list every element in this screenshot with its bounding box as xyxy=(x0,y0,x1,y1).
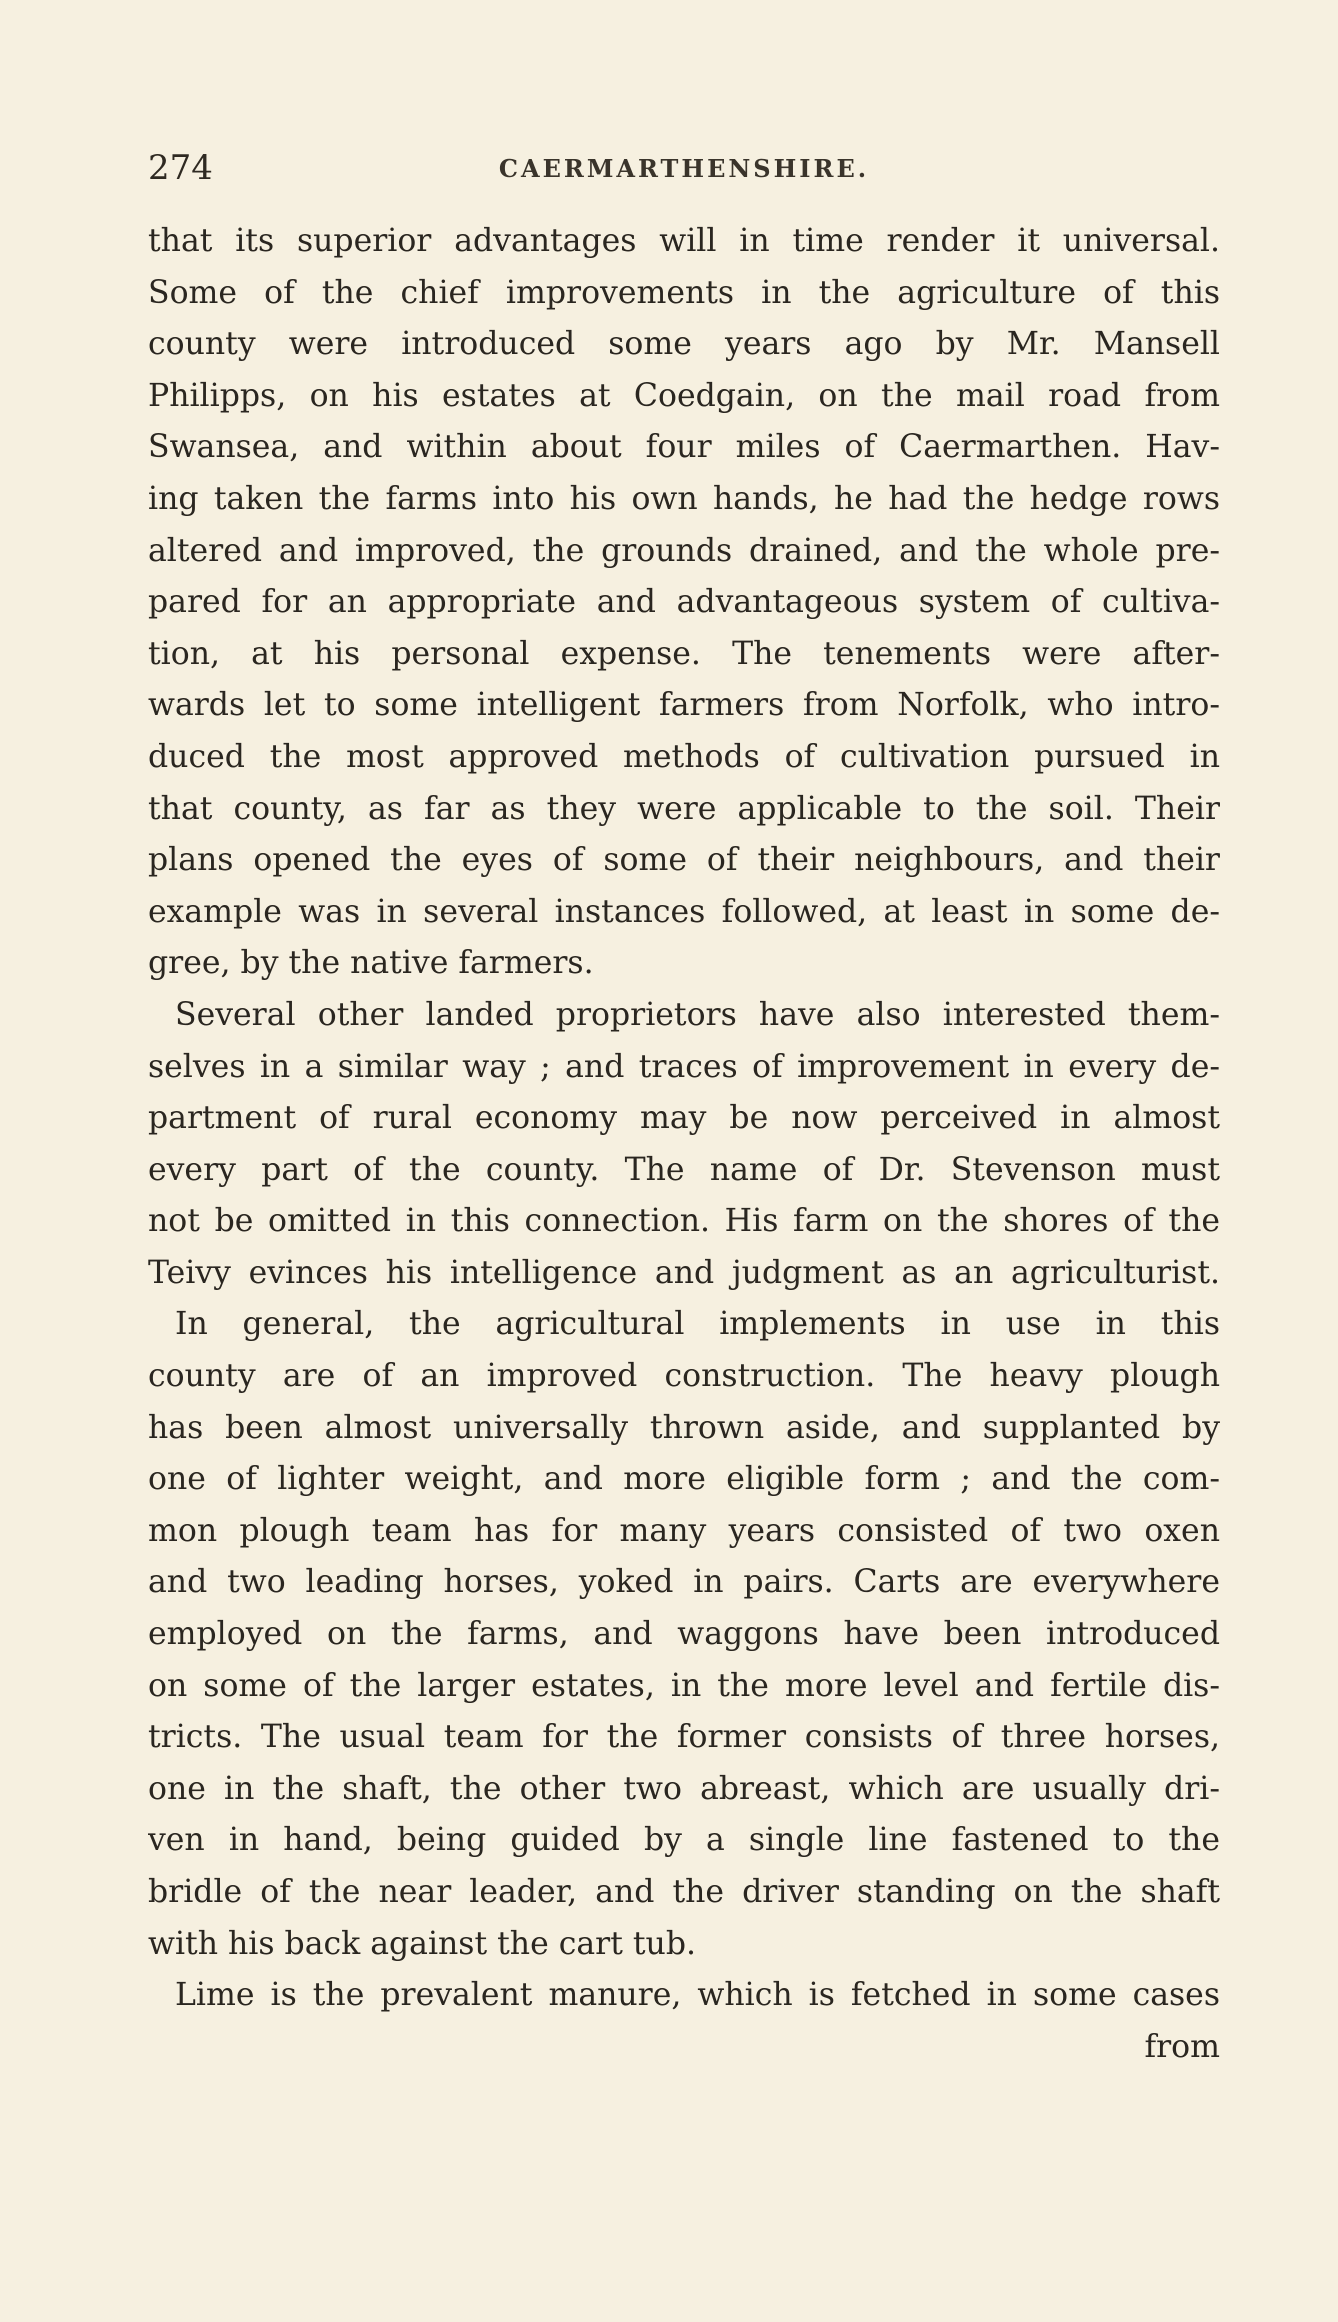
text-line: with his back against the cart tub. xyxy=(148,1925,697,1962)
text-line: wards let to some intelligent farmers from Norfolk, who intro- xyxy=(148,687,1220,724)
text-line: gree, by the native farmers. xyxy=(148,945,594,982)
text-line: example was in several instances followed, at least in some de- xyxy=(148,893,1220,930)
text-line: In general, the agricultural implements in use in this xyxy=(175,1306,1220,1343)
text-line: plans opened the eyes of some of their neighbours, and their xyxy=(148,842,1220,879)
text-line: on some of the larger estates, in the more level and fertile dis- xyxy=(148,1667,1220,1704)
text-line: that its superior advantages will in time render it universal. xyxy=(148,223,1220,259)
text-line: altered and improved, the grounds drained, and the whole pre- xyxy=(148,532,1220,569)
text-line: Several other landed proprietors have also interested them- xyxy=(175,996,1220,1033)
text-line: pared for an appropriate and advantageous system of cultiva- xyxy=(148,584,1220,621)
text-line: Teivy evinces his intelligence and judgment as an agriculturist. xyxy=(148,1254,1220,1291)
text-line: Some of the chief improvements in the agriculture of this xyxy=(148,274,1220,311)
catchword: from xyxy=(1144,2028,1220,2065)
text-line: every part of the county. The name of Dr. Stevenson must xyxy=(148,1151,1220,1188)
body-text xyxy=(148,216,1220,2073)
text-line: selves in a similar way ; and traces of improvement in every de- xyxy=(148,1048,1220,1085)
text-line: county were introduced some years ago by Mr. Mansell xyxy=(148,326,1220,363)
running-title: CAERMARTHENSHIRE. xyxy=(498,154,870,183)
text-line: employed on the farms, and waggons have been introduced xyxy=(148,1616,1220,1653)
text-line: Swansea, and within about four miles of Caermarthen. Hav- xyxy=(148,429,1220,466)
text-line: and two leading horses, yoked in pairs. Carts are everywhere xyxy=(148,1564,1220,1601)
text-line: that county, as far as they were applicable to the soil. Their xyxy=(148,790,1220,827)
text-line: partment of rural economy may be now perceived in almost xyxy=(148,1100,1220,1137)
text-line: county are of an improved construction. The heavy plough xyxy=(148,1358,1220,1395)
text-line: has been almost universally thrown aside, and supplanted by xyxy=(148,1409,1220,1446)
text-line: Lime is the prevalent manure, which is fetched in some cases xyxy=(175,1977,1220,2014)
text-line: ing taken the farms into his own hands, he had the hedge rows xyxy=(148,480,1220,517)
text-line: mon plough team has for many years consisted of two oxen xyxy=(148,1512,1220,1549)
text-line: one of lighter weight, and more eligible form ; and the com- xyxy=(148,1461,1220,1498)
text-line: one in the shaft, the other two abreast, which are usually dri- xyxy=(148,1770,1220,1807)
page-header xyxy=(148,148,1220,188)
text-line: tion, at his personal expense. The tenements were after- xyxy=(148,635,1220,672)
text-line: tricts. The usual team for the former consists of three horses, xyxy=(148,1719,1220,1756)
text-line: Philipps, on his estates at Coedgain, on the mail road from xyxy=(148,377,1220,414)
text-line: ven in hand, being guided by a single line fastened to the xyxy=(148,1822,1220,1859)
page-number: 274 xyxy=(148,148,213,188)
text-line: not be omitted in this connection. His farm on the shores of the xyxy=(148,1203,1220,1240)
text-line: duced the most approved methods of cultivation pursued in xyxy=(148,738,1220,775)
text-line: bridle of the near leader, and the driver standing on the shaft xyxy=(148,1874,1220,1910)
